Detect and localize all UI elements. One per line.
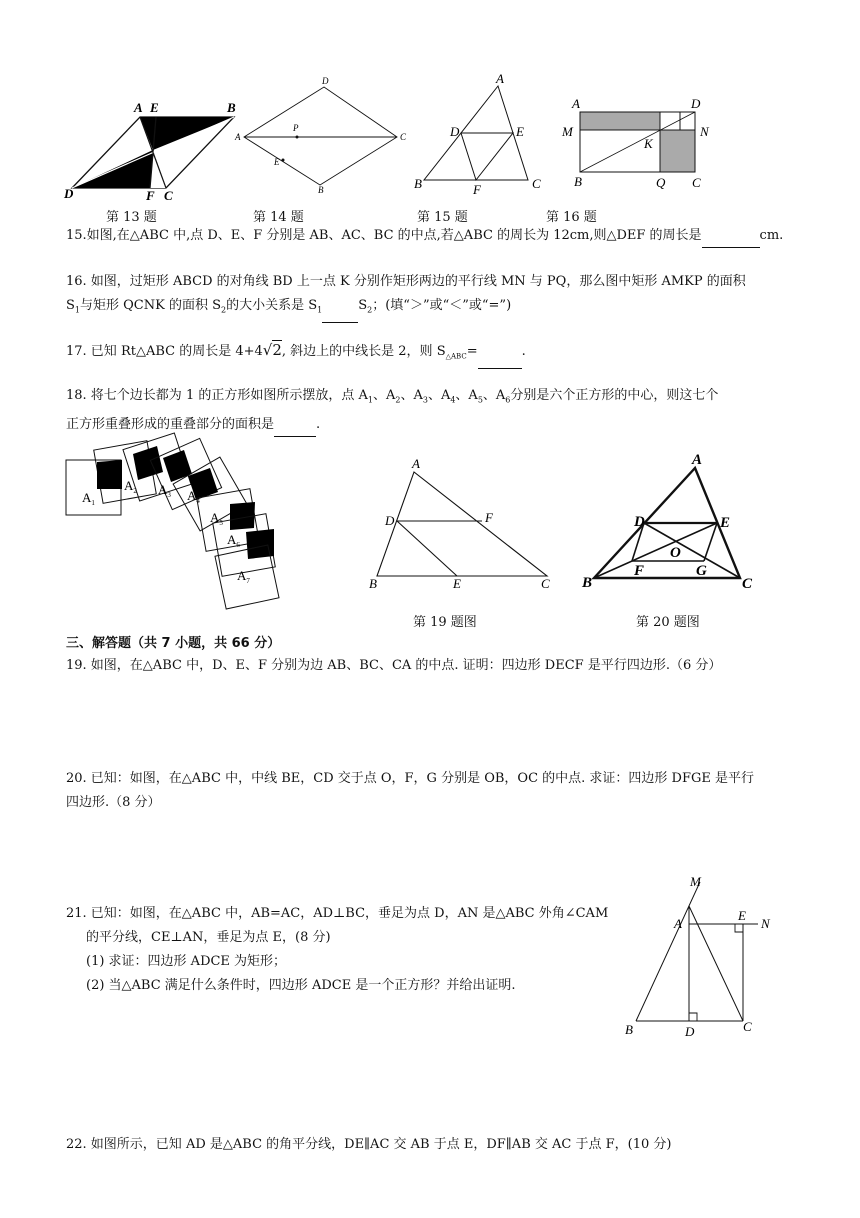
label: B (318, 185, 324, 195)
answer-blank[interactable] (702, 233, 760, 248)
label: A (412, 456, 420, 471)
label: C (541, 576, 550, 591)
question-20: 20. 已知：如图，在△ABC 中，中线 BE，CD 交于点 O，F，G 分别是 OB，OC 的中点. 求证：四边形 DFGE 是平行 四边形.（8 分） (66, 771, 754, 810)
figure-14 (232, 75, 412, 195)
caption-fig13: 第 13 题 (106, 210, 157, 225)
label: B (582, 575, 593, 591)
question-15: 15.如图,在△ABC 中,点 D、E、F 分别是 AB、AC、BC 的中点,若△ABC 的周长为 12cm,则△DEF 的周长是 cm. (66, 224, 806, 248)
label: O (155, 131, 165, 146)
label: E (150, 100, 159, 115)
question-18: 18. 将七个边长都为 1 的正方形如图所示摆放，点 $A_1$、$A_2$、$A_3$、$A_4$、$A_5$、$A_6$分别是六个正方形的中心，则这七个 正方形重叠形成的重叠部分的面积是 . (66, 384, 806, 437)
figure-16 (560, 92, 710, 192)
shaded-rect-amkp (580, 112, 660, 130)
label: M (562, 124, 573, 139)
figure-15 (412, 70, 552, 195)
label: A (496, 71, 504, 86)
question-16: 16. 如图，过矩形 ABCD 的对角线 BD 上一点 K 分别作矩形两边的平行线 MN 与 PQ，那么图中矩形 AMKP 的面积 $S_1$与矩形 QCNK 的面积 $S_2$的大小关系是 $S_1$ $S_2$；(填“＞”或“＜”或“=”) (66, 270, 806, 323)
question-19: 19. 如图，在△ABC 中，D、E、F 分别为边 AB、BC、CA 的中点. 证明：四边形 DECF 是平行四边形.（6 分） (66, 658, 722, 673)
answer-blank[interactable] (322, 308, 358, 323)
figure-21 (618, 868, 788, 1043)
label: C (400, 132, 407, 142)
figure-20 (580, 450, 760, 595)
label: N (700, 124, 709, 139)
label: P (293, 123, 299, 133)
label: $A_3$ (158, 482, 171, 499)
label: G (696, 563, 707, 579)
label: D (691, 96, 701, 111)
label: D (450, 124, 460, 139)
label: D (634, 514, 645, 530)
label: C (743, 1019, 752, 1034)
label: D (685, 1024, 695, 1039)
question-22: 22. 如图所示，已知 AD 是△ABC 的角平分线，DE∥AC 交 AB 于点 E，DF∥AB 交 AC 于点 F，(10 分) (66, 1137, 672, 1152)
shaded-rect-qcnk (660, 130, 695, 172)
figure-13 (62, 95, 242, 205)
caption-fig15: 第 15 题 (417, 210, 468, 225)
label: F (634, 563, 645, 579)
section-heading: 三、解答题（共 7 小题，共 66 分） (66, 636, 281, 651)
label: C (692, 175, 701, 190)
label: A (235, 132, 241, 142)
label: N (761, 916, 770, 931)
label: E (453, 576, 461, 591)
label: $A_6$ (227, 532, 240, 549)
label: $A_4$ (187, 488, 200, 505)
label: C (742, 576, 753, 592)
label: K (644, 136, 653, 151)
figure-19 (365, 452, 565, 592)
label: A (692, 452, 703, 468)
label: B (227, 100, 236, 115)
label: O (670, 545, 681, 561)
label: B (574, 174, 582, 189)
label: C (164, 188, 173, 203)
caption-fig16: 第 16 题 (546, 210, 597, 225)
label: E (720, 515, 731, 531)
label: D (64, 186, 74, 201)
label: A (674, 916, 682, 931)
label: $A_5$ (210, 510, 223, 527)
label: $A_7$ (237, 568, 250, 585)
label: B (414, 176, 422, 191)
answer-blank[interactable] (478, 354, 522, 369)
label: F (146, 188, 155, 203)
label: $A_1$ (82, 490, 95, 507)
label: $A_2$ (124, 478, 137, 495)
label: D (322, 76, 329, 86)
label: E (738, 908, 746, 923)
label: D (385, 513, 395, 528)
label: F (485, 510, 493, 525)
caption-fig20: 第 20 题图 (636, 615, 700, 630)
question-21: 21. 已知：如图，在△ABC 中，AB=AC，AD⊥BC，垂足为点 D，AN 是△ABC 外角∠CAM 的平分线，CE⊥AN，垂足为点 E，(8 分) (1) 求证：四边形 ADCE 为矩形； (2) 当△ABC 满足什么条件时，四边形 ADCE 是一个正方形？并给出证明. (66, 906, 609, 993)
question-17: 17. 已知 Rt△ABC 的周长是 4+4√2, 斜边上的中线长是 2，则 $S_{\triangle ABC}=$ . (66, 338, 806, 369)
label: B (369, 576, 377, 591)
label: Q (656, 175, 666, 190)
label: F (473, 182, 481, 197)
sqrt-symbol: √ (262, 341, 273, 359)
label: E (274, 157, 280, 167)
label: A (572, 96, 580, 111)
label: E (516, 124, 524, 139)
label: C (532, 176, 541, 191)
label: M (690, 874, 701, 889)
label: B (625, 1022, 633, 1037)
caption-fig19: 第 19 题图 (413, 615, 477, 630)
figure-18 (60, 432, 310, 612)
label: A (134, 100, 143, 115)
caption-fig14: 第 14 题 (253, 210, 304, 225)
